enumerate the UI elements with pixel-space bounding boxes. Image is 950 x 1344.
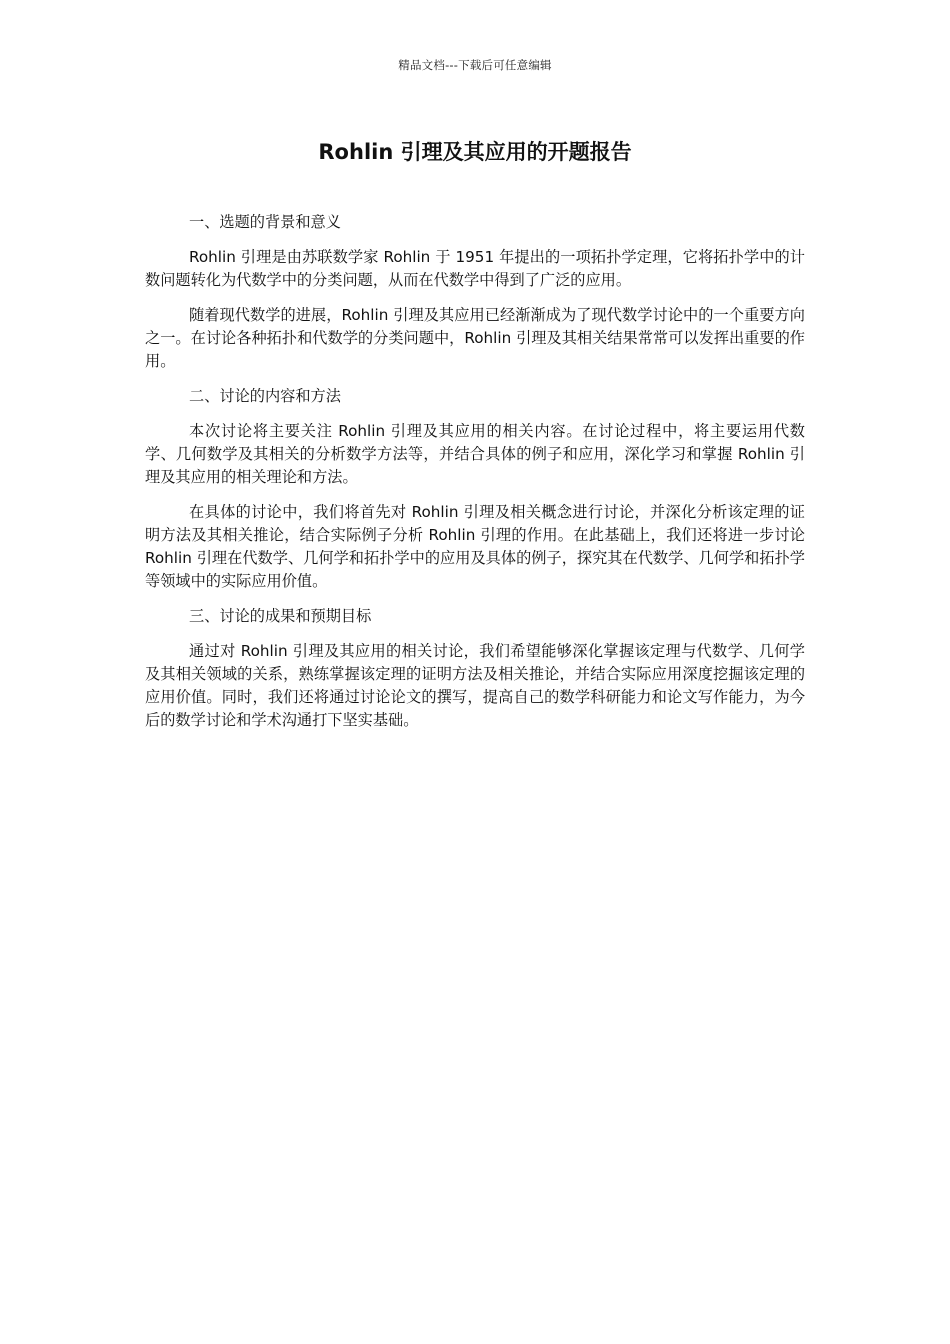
paragraph: 在具体的讨论中，我们将首先对 Rohlin 引理及相关概念进行讨论，并深化分析该定理的证明方法及其相关推论，结合实际例子分析 Rohlin 引理的作用。在此基础上，我们还将进一步讨论 Rohlin 引理在代数学、几何学和拓扑学中的应用及具体的例子，探究其在代数学、几何学和拓扑学等领域中的实际应用价值。 — [145, 503, 805, 590]
document-title: Rohlin 引理及其应用的开题报告 — [318, 140, 632, 164]
section-heading-outcomes: 三、讨论的成果和预期目标 — [189, 607, 372, 625]
header-note: 精品文档---下载后可任意编辑 — [398, 58, 552, 72]
document-body — [145, 211, 805, 744]
section-heading-content-method: 二、讨论的内容和方法 — [189, 387, 341, 405]
paragraph: 本次讨论将主要关注 Rohlin 引理及其应用的相关内容。在讨论过程中，将主要运用代数学、几何数学及其相关的分析数学方法等，并结合具体的例子和应用，深化学习和掌握 Rohlin 引理及其应用的相关理论和方法。 — [145, 422, 805, 486]
paragraph: 随着现代数学的进展，Rohlin 引理及其应用已经渐渐成为了现代数学讨论中的一个重要方向之一。在讨论各种拓扑和代数学的分类问题中，Rohlin 引理及其相关结果常常可以发挥出重要的作用。 — [145, 306, 805, 370]
section-heading-background: 一、选题的背景和意义 — [189, 213, 341, 231]
paragraph: Rohlin 引理是由苏联数学家 Rohlin 于 1951 年提出的一项拓扑学定理，它将拓扑学中的计数问题转化为代数学中的分类问题，从而在代数学中得到了广泛的应用。 — [145, 248, 805, 289]
paragraph: 通过对 Rohlin 引理及其应用的相关讨论，我们希望能够深化掌握该定理与代数学、几何学及其相关领域的关系，熟练掌握该定理的证明方法及相关推论，并结合实际应用深度挖掘该定理的应用价值。同时，我们还将通过讨论论文的撰写，提高自己的数学科研能力和论文写作能力，为今后的数学讨论和学术沟通打下坚实基础。 — [145, 642, 805, 729]
